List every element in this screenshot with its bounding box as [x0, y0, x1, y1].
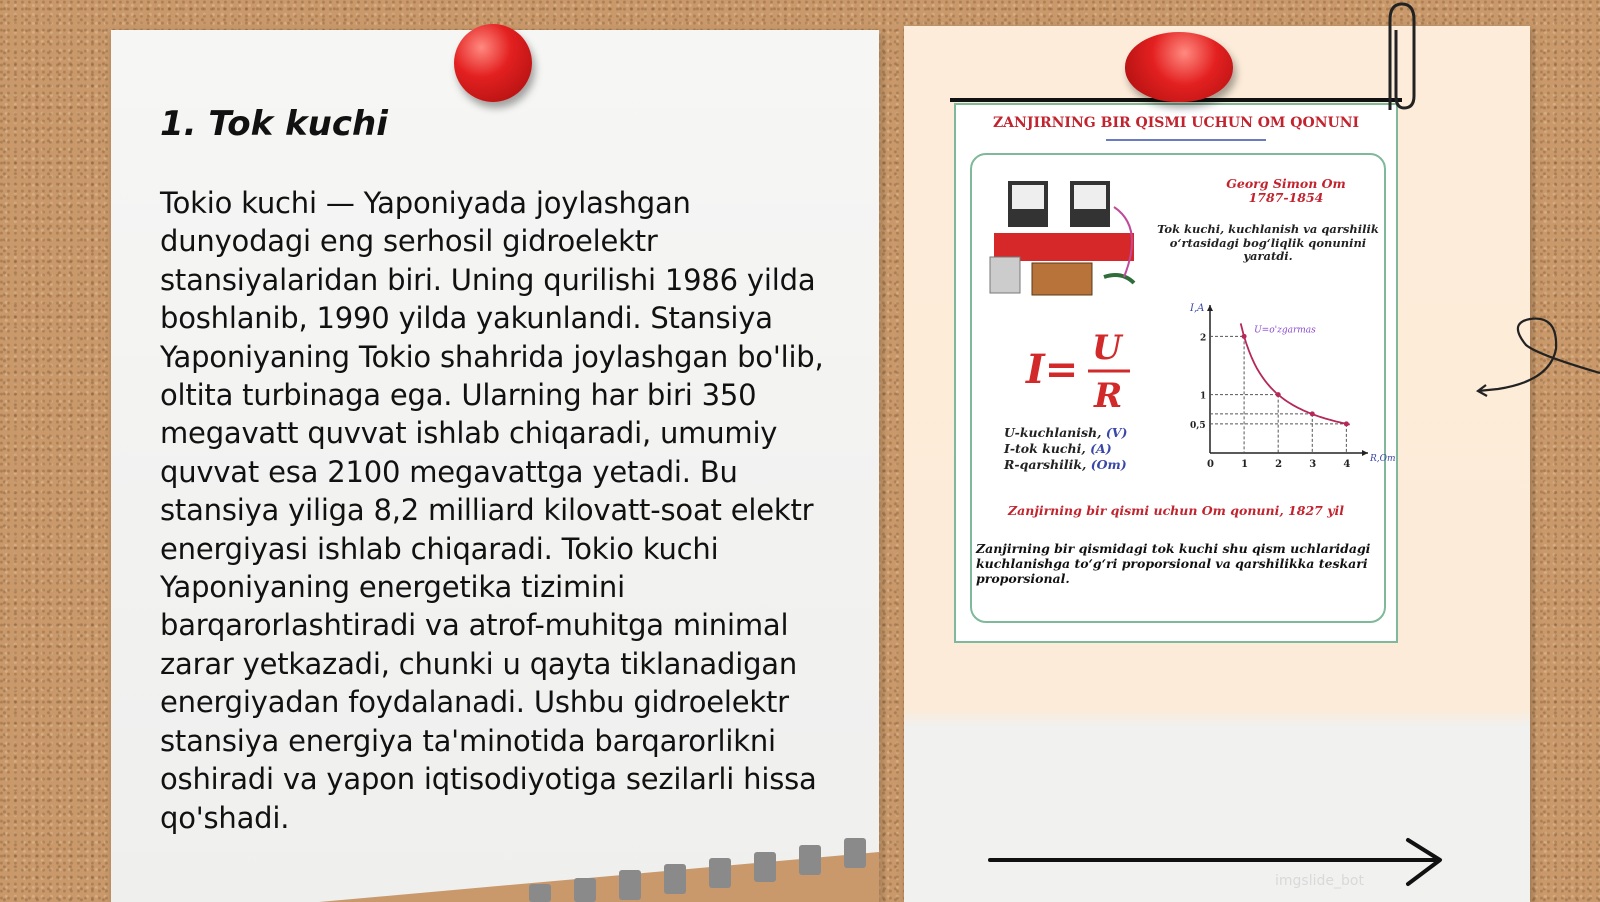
author-name: Georg Simon Om — [1226, 176, 1346, 191]
circuit-apparatus-icon — [984, 167, 1144, 307]
author-years: 1787-1854 — [1248, 190, 1324, 205]
watermark: imgslide_bot — [1275, 873, 1364, 889]
data-point — [1344, 421, 1349, 426]
right-arrow-icon[interactable] — [988, 838, 1448, 898]
y-tick-label: 2 — [1200, 333, 1207, 344]
ohm-law-poster — [954, 103, 1398, 643]
red-pin-icon — [454, 24, 532, 102]
x-axis-label: R,Om — [1370, 454, 1396, 464]
x-axis-arrow — [1362, 450, 1368, 456]
data-point — [1242, 334, 1247, 339]
x-tick-label: 2 — [1275, 459, 1283, 470]
red-pin-icon — [1125, 32, 1233, 102]
body-text: Tokio kuchi — Yaponiyada joylashgan dunyodagi eng serhosil gidroelektr stansiyalaridan biri. Uning qurilishi 1986 yilda boshlanib, 1990 yilda yakunlandi. Stansiya Yaponiyaning Tokio shahrida joylashgan bo'lib, oltita turbinaga ega. Ularning har biri 350 megavatt quvvat ishlab chiqaradi, umumiy quvvat esa 2100 megavattga yetadi. Bu stansiya yiliga 8,2 milliard kilovatt-soat elektr energiyasi ishlab chiqaradi. Tokio kuchi Yaponiyaning energetika tizimini barqarorlashtiradi va atrof-muhitga minimal zarar yetkazadi, chunki u qayta tiklanadigan energiyadan foydalanadi. Ushbu gidroelektr stansiya energiya ta'minotida barqarorlikni oshiradi va yapon iqtisodiyotiga sezilarli hissa qo'shadi. — [160, 186, 824, 835]
series-label: U=o'zgarmas — [1254, 325, 1316, 336]
formula-lhs: I= — [1026, 346, 1079, 393]
y-axis-label: I,A — [1190, 303, 1205, 314]
y-tick-label: 0,5 — [1190, 420, 1206, 431]
legend-item: R-qarshilik, (Om) — [1004, 457, 1127, 472]
legend-item: U-kuchlanish, (V) — [1004, 425, 1128, 440]
x-tick-label: 4 — [1343, 459, 1351, 470]
ohm-formula — [1026, 327, 1136, 417]
formula-denominator: R — [1094, 376, 1123, 416]
paperclip-icon — [1380, 0, 1420, 118]
page-title: 1. Tok kuchi — [160, 104, 388, 144]
formula-legend — [1004, 425, 1127, 473]
legend-item: I-tok kuchi, (A) — [1004, 441, 1112, 456]
data-point — [1276, 392, 1281, 397]
formula-numerator: U — [1092, 328, 1122, 368]
swirl-doodle-icon — [1478, 315, 1600, 405]
poster-law-text: Zanjirning bir qismidagi tok kuchi shu qism uchlaridagi kuchlanishga to‘g‘ri proporsional va qarshilikka teskari proporsional. — [976, 541, 1371, 586]
poster-title: ZANJIRNING BIR QISMI UCHUN OM QONUNI — [992, 115, 1360, 131]
author-block — [1196, 177, 1376, 205]
x-tick-label: 0 — [1207, 459, 1214, 470]
x-tick-label: 1 — [1241, 459, 1249, 470]
y-tick-label: 1 — [1200, 391, 1207, 402]
data-point — [1310, 411, 1315, 416]
poster-caption: Zanjirning bir qismi uchun Om qonuni, 1827 yil — [1008, 503, 1344, 518]
series-line — [1241, 323, 1350, 424]
poster-underline — [1106, 139, 1266, 141]
ohm-graph — [1180, 303, 1396, 483]
y-axis-arrow — [1207, 305, 1213, 311]
x-tick-label: 3 — [1309, 459, 1317, 470]
author-description: Tok kuchi, kuchlanish va qarshilik o‘rtasidagi bog‘liqlik qonunini yaratdi. — [1157, 222, 1379, 263]
